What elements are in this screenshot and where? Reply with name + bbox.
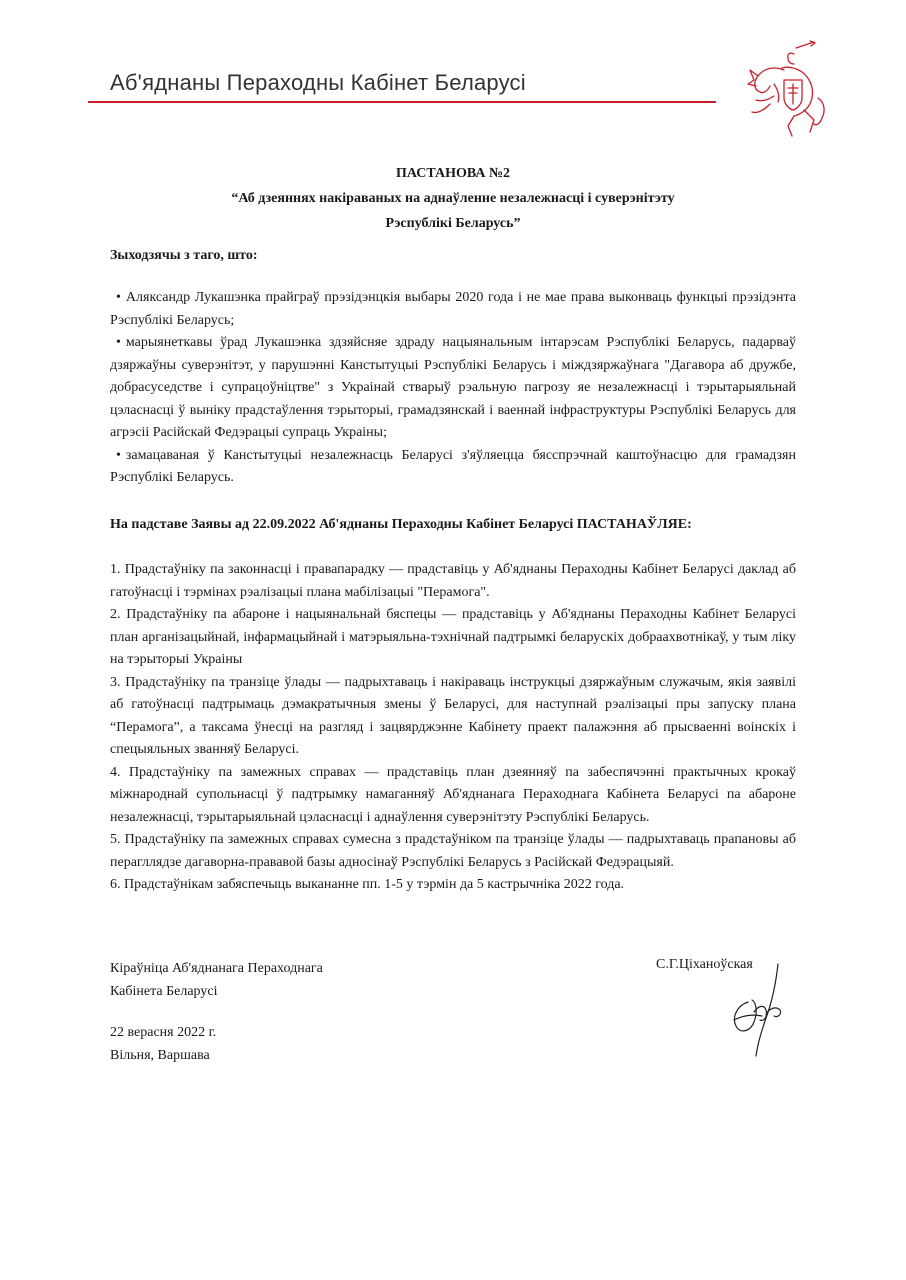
document-title: ПАСТАНОВА №2 [395, 166, 511, 181]
document-place: Вільня, Варшава [110, 1048, 210, 1063]
bullet-item: • марыянеткавы ўрад Лукашэнка здзяйсняе здраду нацыянальным інтарэсам Рэспублікі Беларусь, падарваў дзяржаўны суверэнітэт, у парушэнні Канстытуцыі Рэспублікі Беларусь і міждзяржаўнага "Дагавора аб дружбе, добрасуседстве і супрацоўніцтве" з Украінай стварыў рэальную пагрозу яе незалежнасці і тэрытарыяльнай цэласнасці ў выніку прадстаўлення тэрыторыі, грамадзянскай і ваеннай інфраструктуры Рэспублікі Беларусь для агрэсіі Расійскай Федэрацыі супраць Украіны; [110, 335, 796, 440]
resolution-item: 6. Прадстаўнікам забяспечыць выкананне пп. 1-5 у тэрмін да 5 кастрычніка 2022 года. [110, 877, 625, 892]
preamble-bullets [110, 287, 796, 490]
document-title-block [110, 161, 796, 236]
preamble-heading: Зыходзячы з таго, што: [110, 248, 258, 263]
handwritten-signature-icon [726, 962, 790, 1058]
document-date: 22 верасня 2022 г. [110, 1025, 217, 1040]
signatory-title [110, 957, 323, 1003]
pahonia-icon [744, 40, 828, 140]
resolution-item: 2. Прадстаўніку па абароне і нацыянальнай бяспецы — прадставіць у Аб'яднаны Пераходны Кабінет Беларусі план арганізацыйнай, інфармацыйнай і матэрыяльна-тэхнічнай падтрымкі беларускіх добраахвотнікаў, у тым ліку на тэрыторыі Украіны [110, 607, 796, 667]
resolution-item: 4. Прадстаўніку па замежных справах — прадставіць план дзеянняў па забеспячэнні практычных крокаў міжнароднай супольнасці ў падтрымку намаганняў Аб'яднанага Пераходнага Кабінета Беларусі па абароне незалежнасці, тэрытарыяльнай цэласнасці і аднаўлення суверэнітэту Рэспублікі Беларусь. [110, 764, 796, 825]
organization-name: Аб'яднаны Пераходны Кабінет Беларусі [110, 70, 526, 95]
resolution-item: 5. Прадстаўніку па замежных справах сумесна з прадстаўніком па транзіце ўлады — падрыхтаваць прапановы аб перагллядзе дагаворна-прававой базы адносінаў Рэспублікі Беларусь з Расійскай Федэрацыяй. [110, 832, 796, 870]
bullet-item: • замацаваная ў Канстытуцыі незалежнасць Беларусі з'яўляецца бясспрэчнай каштоўнасцю для грамадзян Рэспублікі Беларусь. [110, 447, 796, 485]
signatory-line: Кабінета Беларусі [110, 984, 218, 999]
resolution-heading: На падставе Заявы ад 22.09.2022 Аб'яднаны Пераходны Кабінет Беларусі ПАСТАНАЎЛЯЕ: [110, 517, 692, 532]
signatory-line: Кіраўніца Аб'яднанага Пераходнага [110, 961, 323, 976]
resolution-item: 3. Прадстаўніку па транзіце ўлады — падрыхтаваць і накіраваць інструкцыі дзяржаўным служачым, якія заявілі аб гатоўнасці падтрымаць дэмакратычныя змены ў Беларусі, для наступнай рэалізацыі пры запуску плана “Перамога”, а таксама ўнесці на разгляд і зацвярджэнне Кабінету праект палажэння аб прысваенні воінскіх і спецыяльных званняў Беларусі. [110, 674, 796, 757]
document-subtitle-cont: Рэспублікі Беларусь” [385, 216, 521, 231]
document-subtitle: “Аб дзеяннях накіраваных на аднаўленне незалежнасці і суверэнітэту [231, 191, 675, 206]
bullet-item: • Аляксандр Лукашэнка прайграў прэзідэнцкія выбары 2020 года і не мае права выконваць функцыі прэзідэнта Рэспублікі Беларусь; [110, 290, 796, 328]
date-place [110, 1021, 216, 1067]
resolution-items [110, 559, 796, 897]
header-divider [88, 101, 716, 103]
resolution-item: 1. Прадстаўніку па законнасці і правапарадку — прадставіць у Аб'яднаны Пераходны Кабінет Беларусі даклад аб гатоўнасці і тэрмінах рэалізацыі плана мабілізацыі "Перамога". [110, 562, 796, 600]
signatory-name: С.Г.Ціханоўская [656, 957, 753, 972]
